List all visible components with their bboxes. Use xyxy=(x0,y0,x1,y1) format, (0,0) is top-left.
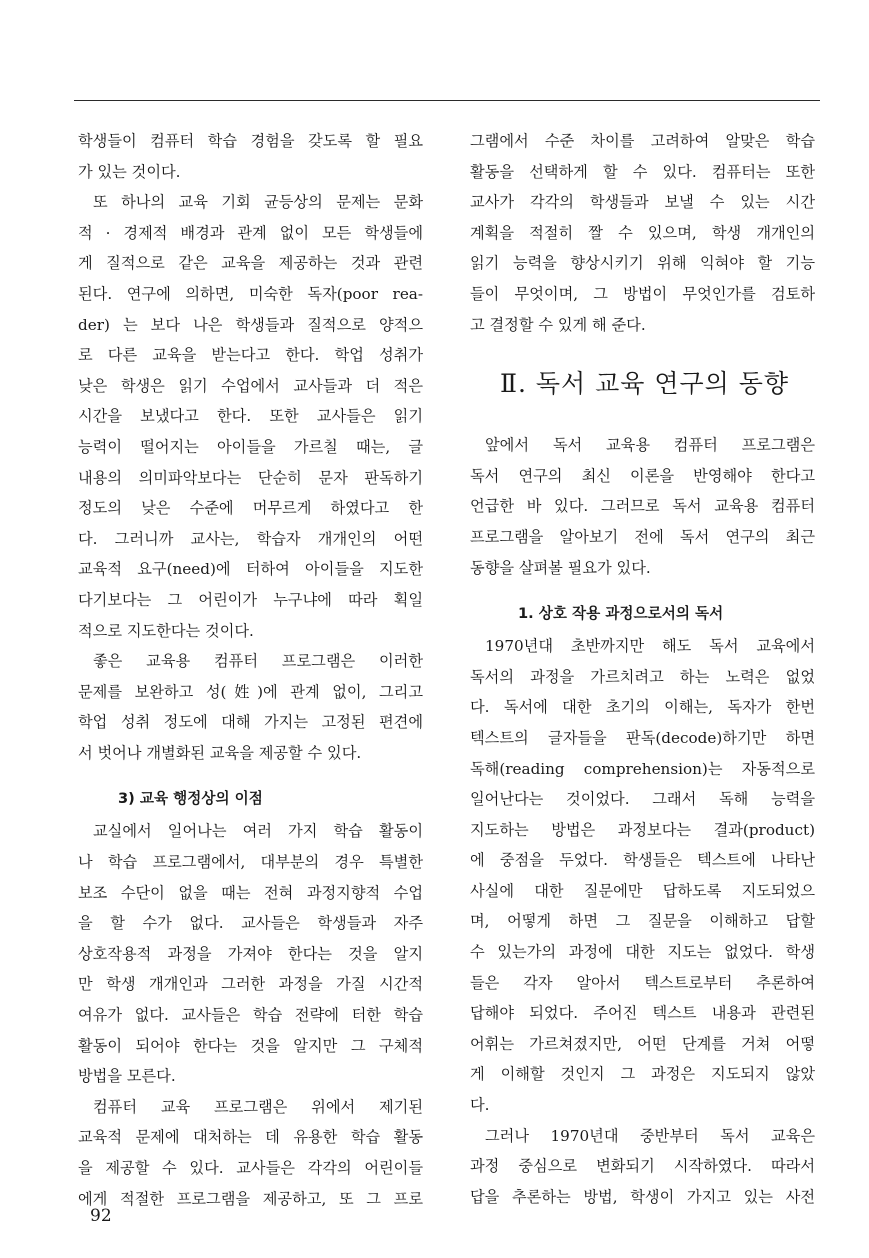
paragraph xyxy=(470,631,815,1121)
subheading: 3) 교육 행정상의 이점 xyxy=(118,790,263,808)
text-line: 내용의 의미파악보다는 단순히 문자 판독하기 xyxy=(78,468,423,487)
text-line: 고 결정할 수 있게 해 준다. xyxy=(470,315,646,334)
text-line: 가 있는 것이다. xyxy=(78,162,181,181)
text-line: 을 할 수가 없다. 교사들은 학생들과 자주 xyxy=(78,914,423,933)
paragraph xyxy=(470,126,815,340)
text-line: 방법을 모른다. xyxy=(78,1067,176,1086)
text-line: 수 있는가의 과정에 대한 지도는 없었다. 학생 xyxy=(470,943,815,962)
text-line: 사실에 대한 질문에만 답하도록 지도되었으 xyxy=(470,881,815,900)
text-line: 상호작용적 과정을 가져야 한다는 것을 알지 xyxy=(78,944,423,963)
paragraph xyxy=(470,1121,815,1213)
text-line: 동향을 살펴볼 필요가 있다. xyxy=(470,558,651,577)
text-line: 교사가 각각의 학생들과 보낼 수 있는 시간 xyxy=(470,193,815,212)
text-line: 그러나 1970년대 중반부터 독서 교육은 xyxy=(485,1126,815,1145)
text-line: 어휘는 가르쳐졌지만, 어떤 단계를 거쳐 어떻 xyxy=(470,1034,815,1053)
text-line: 학업 성취 정도에 대해 가지는 고정된 편견에 xyxy=(78,713,423,732)
text-line: 앞에서 독서 교육용 컴퓨터 프로그램은 xyxy=(485,436,815,455)
text-line: 보조 수단이 없을 때는 전혀 과정지향적 수업 xyxy=(78,883,423,902)
text-line: 다. 독서에 대한 초기의 이해는, 독자가 한번 xyxy=(470,698,815,717)
text-line: 다. xyxy=(470,1096,490,1115)
right-column xyxy=(470,126,815,1212)
paragraph xyxy=(78,1092,423,1214)
text-line: 에 중점을 두었다. 학생들은 텍스트에 나타난 xyxy=(470,851,815,870)
text-line: 을 제공할 수 있다. 교사들은 각각의 어린이들 xyxy=(78,1159,423,1177)
text-line: 들이 무엇이며, 그 방법이 무엇인가를 검토하 xyxy=(470,284,815,303)
text-line: 만 학생 개개인과 그러한 과정을 가질 시간적 xyxy=(78,975,423,994)
text-line: 게 질적으로 같은 교육을 제공하는 것과 관련 xyxy=(78,254,423,273)
text-line: 컴퓨터 교육 프로그램은 위에서 제기된 xyxy=(93,1097,423,1116)
text-line: 독서의 과정을 가르치려고 하는 노력은 없었 xyxy=(470,667,815,686)
text-line: 그램에서 수준 차이를 고려하여 알맞은 학습 xyxy=(470,132,815,150)
text-line: 능력이 떨어지는 아이들을 가르칠 때는, 글 xyxy=(78,437,423,456)
text-line: 에게 적절한 프로그램을 제공하고, 또 그 프로 xyxy=(78,1189,423,1208)
text-line: 로 다른 교육을 받는다고 한다. 학업 성취가 xyxy=(78,346,423,365)
text-line: 1970년대 초반까지만 해도 독서 교육에서 xyxy=(485,637,815,656)
text-line: der) 는 보다 나은 학생들과 질적으로 양적으 xyxy=(78,315,423,334)
text-line: 교육적 문제에 대처하는 데 유용한 학습 활동 xyxy=(78,1128,423,1147)
text-line: 적으로 지도한다는 것이다. xyxy=(78,621,254,640)
text-line: 여유가 없다. 교사들은 학습 전략에 터한 학습 xyxy=(78,1006,423,1025)
text-line: 좋은 교육용 컴퓨터 프로그램은 이러한 xyxy=(93,652,423,671)
text-line: 서 벗어나 개별화된 교육을 제공할 수 있다. xyxy=(78,743,362,762)
text-line: 교육적 요구(need)에 터하여 아이들을 지도한 xyxy=(78,560,423,579)
text-line: 된다. 연구에 의하면, 미숙한 독자(poor rea- xyxy=(78,284,423,303)
text-line: 교실에서 일어나는 여러 가지 학습 활동이 xyxy=(93,822,423,841)
text-line: 며, 어떻게 하면 그 질문을 이해하고 답할 xyxy=(470,912,815,931)
text-line: 독서 연구의 최신 이론을 반영해야 한다고 xyxy=(470,466,815,485)
section-title: Ⅱ. 독서 교육 연구의 동향 xyxy=(500,369,790,399)
text-line: 게 이해할 것인지 그 과정은 지도되지 않았 xyxy=(470,1065,815,1084)
text-line: 적 · 경제적 배경과 관계 없이 모든 학생들에 xyxy=(78,223,423,242)
paragraph xyxy=(470,430,815,583)
text-line: 일어난다는 것이었다. 그래서 독해 능력을 xyxy=(470,790,815,809)
paragraph xyxy=(78,816,423,1091)
paragraph xyxy=(78,646,423,768)
text-line: 문제를 보완하고 성(姓)에 관계 없이, 그리고 xyxy=(78,682,423,701)
text-line: 답을 추론하는 방법, 학생이 가지고 있는 사전 xyxy=(470,1187,815,1206)
text-line: 프로그램을 알아보기 전에 독서 연구의 최근 xyxy=(470,527,815,546)
spacer xyxy=(78,768,423,782)
text-line: 다. 그러니까 교사는, 학습자 개개인의 어떤 xyxy=(78,529,423,548)
text-line: 들은 각자 알아서 텍스트로부터 추론하여 xyxy=(470,973,815,992)
text-line: 시간을 보냈다고 한다. 또한 교사들은 읽기 xyxy=(78,407,423,426)
page-number: 92 xyxy=(90,1206,112,1226)
text-line: 활동을 선택하게 할 수 있다. 컴퓨터는 또한 xyxy=(470,162,815,181)
paragraph xyxy=(78,126,423,187)
spacer xyxy=(470,583,815,597)
text-line: 활동이 되어야 한다는 것을 알지만 그 구체적 xyxy=(78,1036,423,1055)
text-line: 답해야 되었다. 주어진 텍스트 내용과 관련된 xyxy=(470,1004,815,1023)
text-line: 독해(reading comprehension)는 자동적으로 xyxy=(470,759,815,778)
text-line: 과정 중심으로 변화되기 시작하였다. 따라서 xyxy=(470,1157,815,1176)
paragraph xyxy=(78,187,423,646)
text-line: 나 학습 프로그램에서, 대부분의 경우 특별한 xyxy=(78,853,423,872)
text-line: 정도의 낮은 수준에 머무르게 하였다고 한 xyxy=(78,499,423,518)
text-line: 지도하는 방법은 과정보다는 결과(product) xyxy=(470,820,815,839)
text-line: 낮은 학생은 읽기 수업에서 교사들과 더 적은 xyxy=(78,376,423,395)
left-column xyxy=(78,126,423,1214)
text-line: 계획을 적절히 짤 수 있으며, 학생 개개인의 xyxy=(470,223,815,242)
text-line: 텍스트의 글자들을 판독(decode)하기만 하면 xyxy=(470,728,815,747)
subheading: 1. 상호 작용 과정으로서의 독서 xyxy=(518,605,724,623)
text-line: 학생들이 컴퓨터 학습 경험을 갖도록 할 필요 xyxy=(78,132,423,150)
text-line: 언급한 바 있다. 그러므로 독서 교육용 컴퓨터 xyxy=(470,497,815,516)
text-line: 읽기 능력을 향상시키기 위해 익혀야 할 기능 xyxy=(470,254,815,273)
text-line: 또 하나의 교육 기회 균등상의 문제는 문화 xyxy=(93,193,423,212)
text-line: 다기보다는 그 어린이가 누구냐에 따라 획일 xyxy=(78,590,423,609)
header-rule xyxy=(74,100,820,101)
